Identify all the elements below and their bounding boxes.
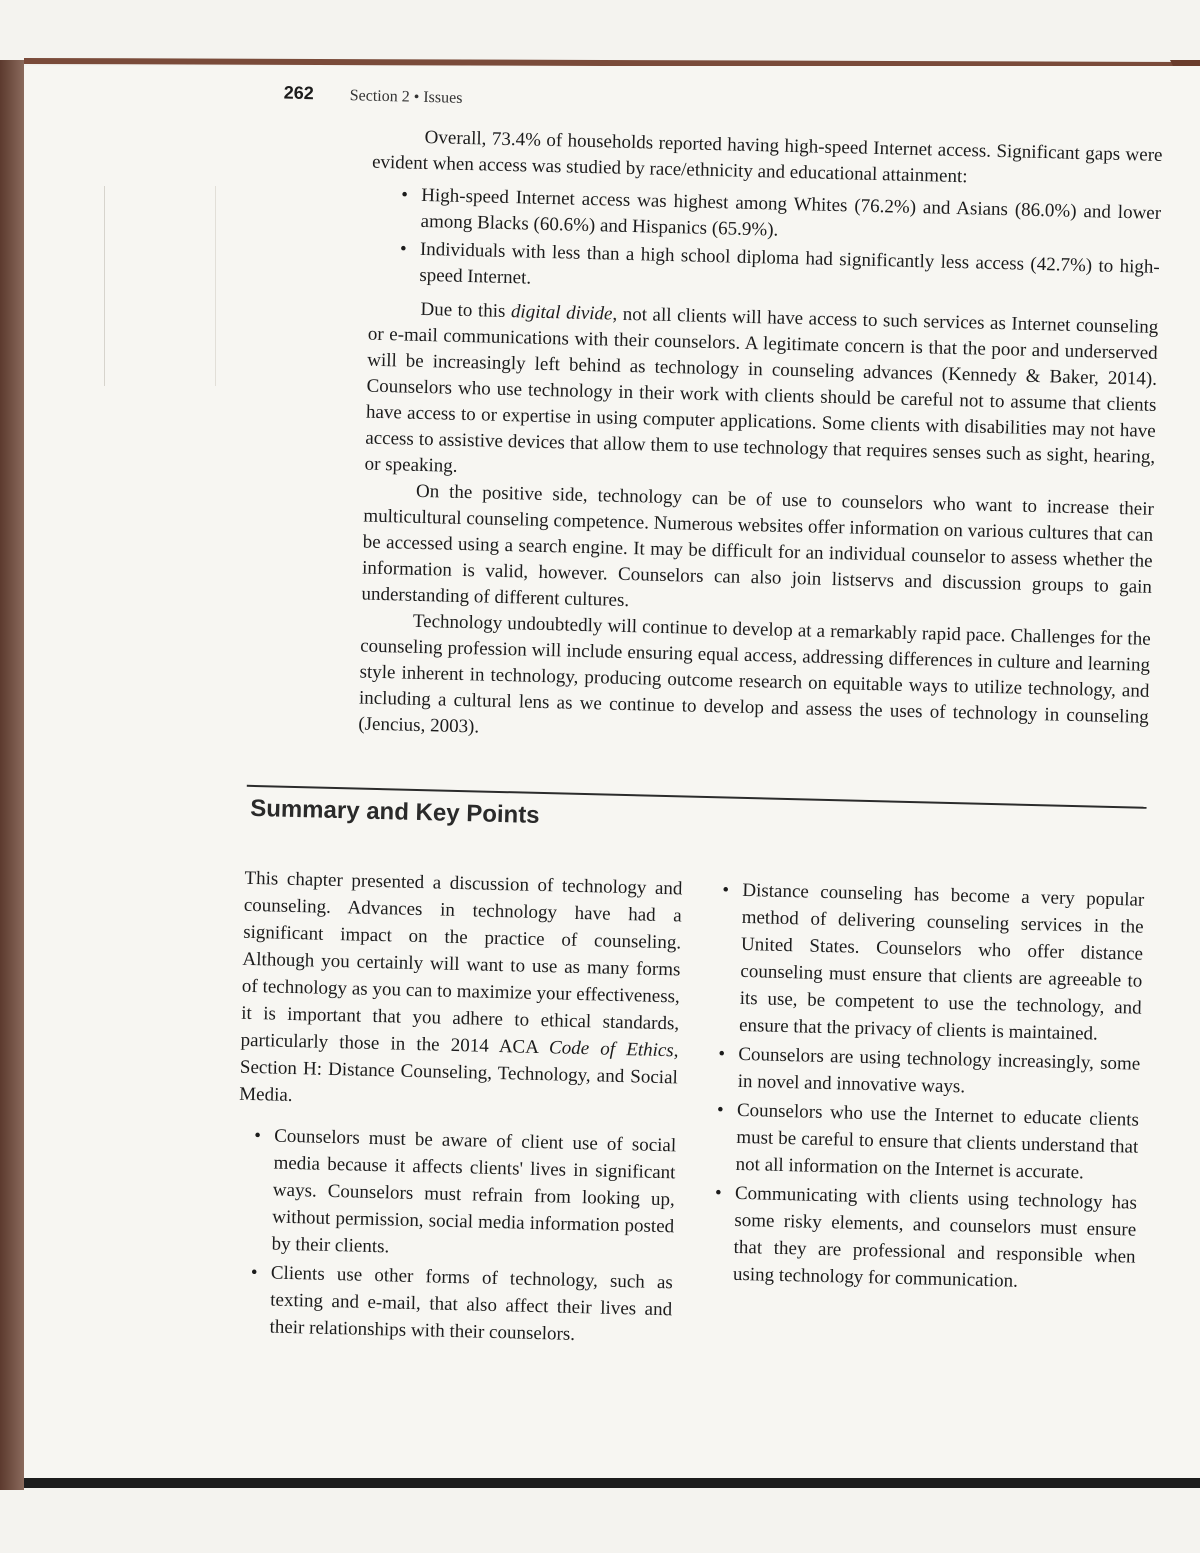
key-point: • Counselors are using technology increasingly, some in novel and innovative ways. xyxy=(717,1040,1140,1104)
key-point: • Counselors who use the Internet to educate clients must be careful to ensure that clients understand that not all information on the Internet is accurate. xyxy=(715,1096,1139,1187)
body-text xyxy=(358,124,1163,757)
book-edge-bottom xyxy=(24,1478,1200,1488)
summary-text: This chapter presented a discussion of technology and counseling. Advances in technology have had a significant impact on the practice of counseling. Although you certainly will want to use as many forms of technology as you can to maximize your effectiveness, it is important that you adhere to ethical standards, particularly those in the 2014 ACA xyxy=(240,867,683,1059)
summary-columns xyxy=(233,865,1144,1364)
paragraph-intro: Overall, 73.4% of households reported having high-speed Internet access. Significant gaps were evident when access was studied by race/ethnicity and educational attainment: xyxy=(371,126,1163,188)
running-head xyxy=(283,82,1163,124)
page-number: 262 xyxy=(283,82,315,104)
emphasis-title: Code of Ethics xyxy=(548,1037,674,1062)
bullet-list xyxy=(399,182,1161,307)
key-point: • Communicating with clients using technology has some risky elements, and counselors must ensure that they are professional and responsible when using technology for communication. xyxy=(713,1179,1138,1297)
emphasis-term: digital divide xyxy=(510,301,613,325)
key-point: • Counselors must be aware of client use of social media because it affects clients' lives in significant ways. Counselors must refrain from looking up, without permission, social media information posted by their clients. xyxy=(251,1122,676,1267)
summary-intro xyxy=(239,865,683,1119)
summary-text: , Section H: Distance Counseling, Technology, and Social Media. xyxy=(239,1040,679,1106)
bullet-item: • High-speed Internet access was highest among Whites (76.2%) and Asians (86.0%) and lower among Blacks (60.6%) and Hispanics (65.9%). xyxy=(400,182,1161,253)
section-label: Section 2 • Issues xyxy=(349,87,463,107)
summary-left-bullets xyxy=(249,1122,676,1350)
book-edge-left xyxy=(0,60,24,1490)
page-content xyxy=(233,82,1164,1364)
summary-left-column xyxy=(233,865,683,1353)
key-point: • Clients use other forms of technology, such as texting and e-mail, that also affect their lives and their relationships with their counselors. xyxy=(249,1259,673,1350)
paragraph-positive-side: On the positive side, technology can be of use to counselors who want to increase their multicultural counseling competence. Numerous websites offer information on various cultures that can be accessed using a search engine. It may be difficult for an individual counselor to assess whether the information is valid, however. Counselors can also join listservs and discussion groups to gain understanding of different cultures. xyxy=(361,480,1155,612)
bullet-item: • Individuals with less than a high school diploma had significantly less access (42.7%) to high-speed Internet. xyxy=(399,236,1160,307)
bleed-through-text xyxy=(104,186,216,386)
paragraph-text: , not all clients will have access to such services as Internet counseling or e-mail communications with their counselors. A legitimate concern is that the poor and underserved will be increasingly left behind as technology in counseling advances (Kennedy & Baker, 2014). Counselors who use technology in their work with clients should be careful not to assume that clients have access to or expertise in using computer applications. Some clients with disabilities may not have access to assistive devices that allow them to use technology that requires senses such as sight, hearing, or speaking. xyxy=(364,303,1159,477)
paragraph-digital-divide xyxy=(364,296,1158,497)
paragraph-challenges: Technology undoubtedly will continue to develop at a remarkably rapid pace. Challenges for the counseling profession will include ensuring equal access, addressing differences in culture and learning style inherent in technology, producing outcome research on equitable ways to utilize technology, and including a cultural lens as we continue to develop and assess the uses of technology in counseling (Jencius, 2003). xyxy=(358,610,1151,738)
key-point: • Distance counseling has become a very popular method of delivering counseling services in the United States. Counselors who offer distance counseling must ensure that clients are agreeable to its use, be competent to use the technology, and ensure that the privacy of clients is maintained. xyxy=(719,876,1145,1048)
summary-right-column xyxy=(695,876,1145,1364)
summary-right-bullets xyxy=(713,876,1145,1297)
paragraph-text: Due to this xyxy=(420,298,512,323)
book-page xyxy=(24,66,1200,1478)
summary-heading: Summary and Key Points xyxy=(249,794,540,829)
